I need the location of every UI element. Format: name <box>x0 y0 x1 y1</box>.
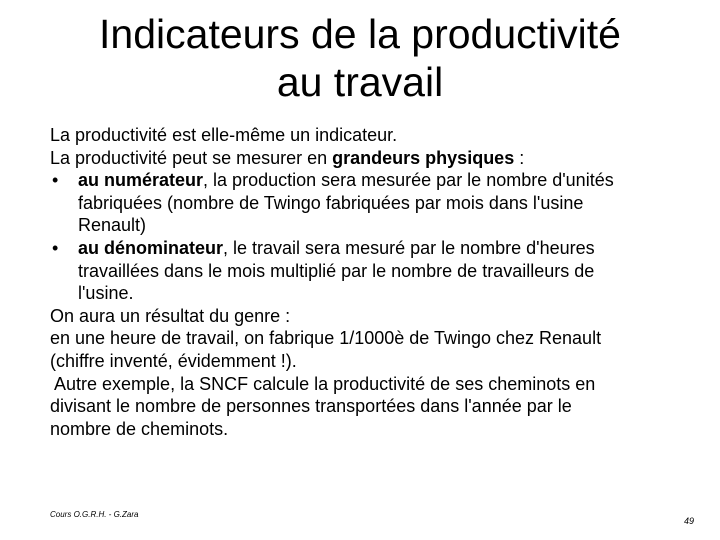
paragraph-5-line-1: Autre exemple, la SNCF calcule la productivité de ses cheminots en <box>50 373 596 394</box>
paragraph-2-end: : <box>514 147 525 168</box>
bullet-icon: • <box>52 237 59 258</box>
slide-body <box>50 124 710 440</box>
footer-source: Cours O.G.R.H. - G.Zara <box>50 510 139 519</box>
bullet-1-bold: au numérateur <box>78 170 204 191</box>
paragraph-2 <box>50 147 710 170</box>
bullet-icon: • <box>52 170 59 191</box>
paragraph-5-line-3: nombre de cheminots. <box>50 418 229 439</box>
paragraph-2-text: La productivité peut se mesurer en <box>50 147 333 168</box>
paragraph-1: La productivité est elle-même un indicateur. <box>50 125 398 145</box>
bullet-2-line-2: travaillées dans le mois multiplié par le nombre de travailleurs de <box>78 260 595 281</box>
page-number: 49 <box>683 516 694 526</box>
paragraph-2-bold: grandeurs physiques <box>332 147 515 168</box>
paragraph-4-line-1: en une heure de travail, on fabrique 1/1000è de Twingo chez Renault <box>50 328 602 349</box>
bullet-2-line-1 <box>78 237 710 260</box>
slide-title <box>0 10 720 106</box>
paragraph-3: On aura un résultat du genre : <box>50 305 291 326</box>
bullet-2-text: , le travail sera mesuré par le nombre d'heures <box>223 237 595 258</box>
bullet-denominateur <box>50 237 710 305</box>
slide-title-line-2: au travail <box>276 59 444 105</box>
bullet-1-line-2: fabriquées (nombre de Twingo fabriquées par mois dans l'usine <box>78 192 584 213</box>
bullet-numerateur <box>50 169 710 237</box>
bullet-2-line-3: l'usine. <box>78 283 134 304</box>
bullet-1-text: , la production sera mesurée par le nombre d'unités <box>203 170 614 191</box>
paragraph-5-line-2: divisant le nombre de personnes transportées dans l'année par le <box>50 396 572 417</box>
slide-title-line-1: Indicateurs de la productivité <box>99 11 621 57</box>
bullet-2-bold: au dénominateur <box>78 237 224 258</box>
paragraph-4-line-2: (chiffre inventé, évidemment !). <box>50 350 297 371</box>
bullet-1-line-1 <box>78 169 710 192</box>
bullet-1-line-3: Renault) <box>78 215 147 236</box>
